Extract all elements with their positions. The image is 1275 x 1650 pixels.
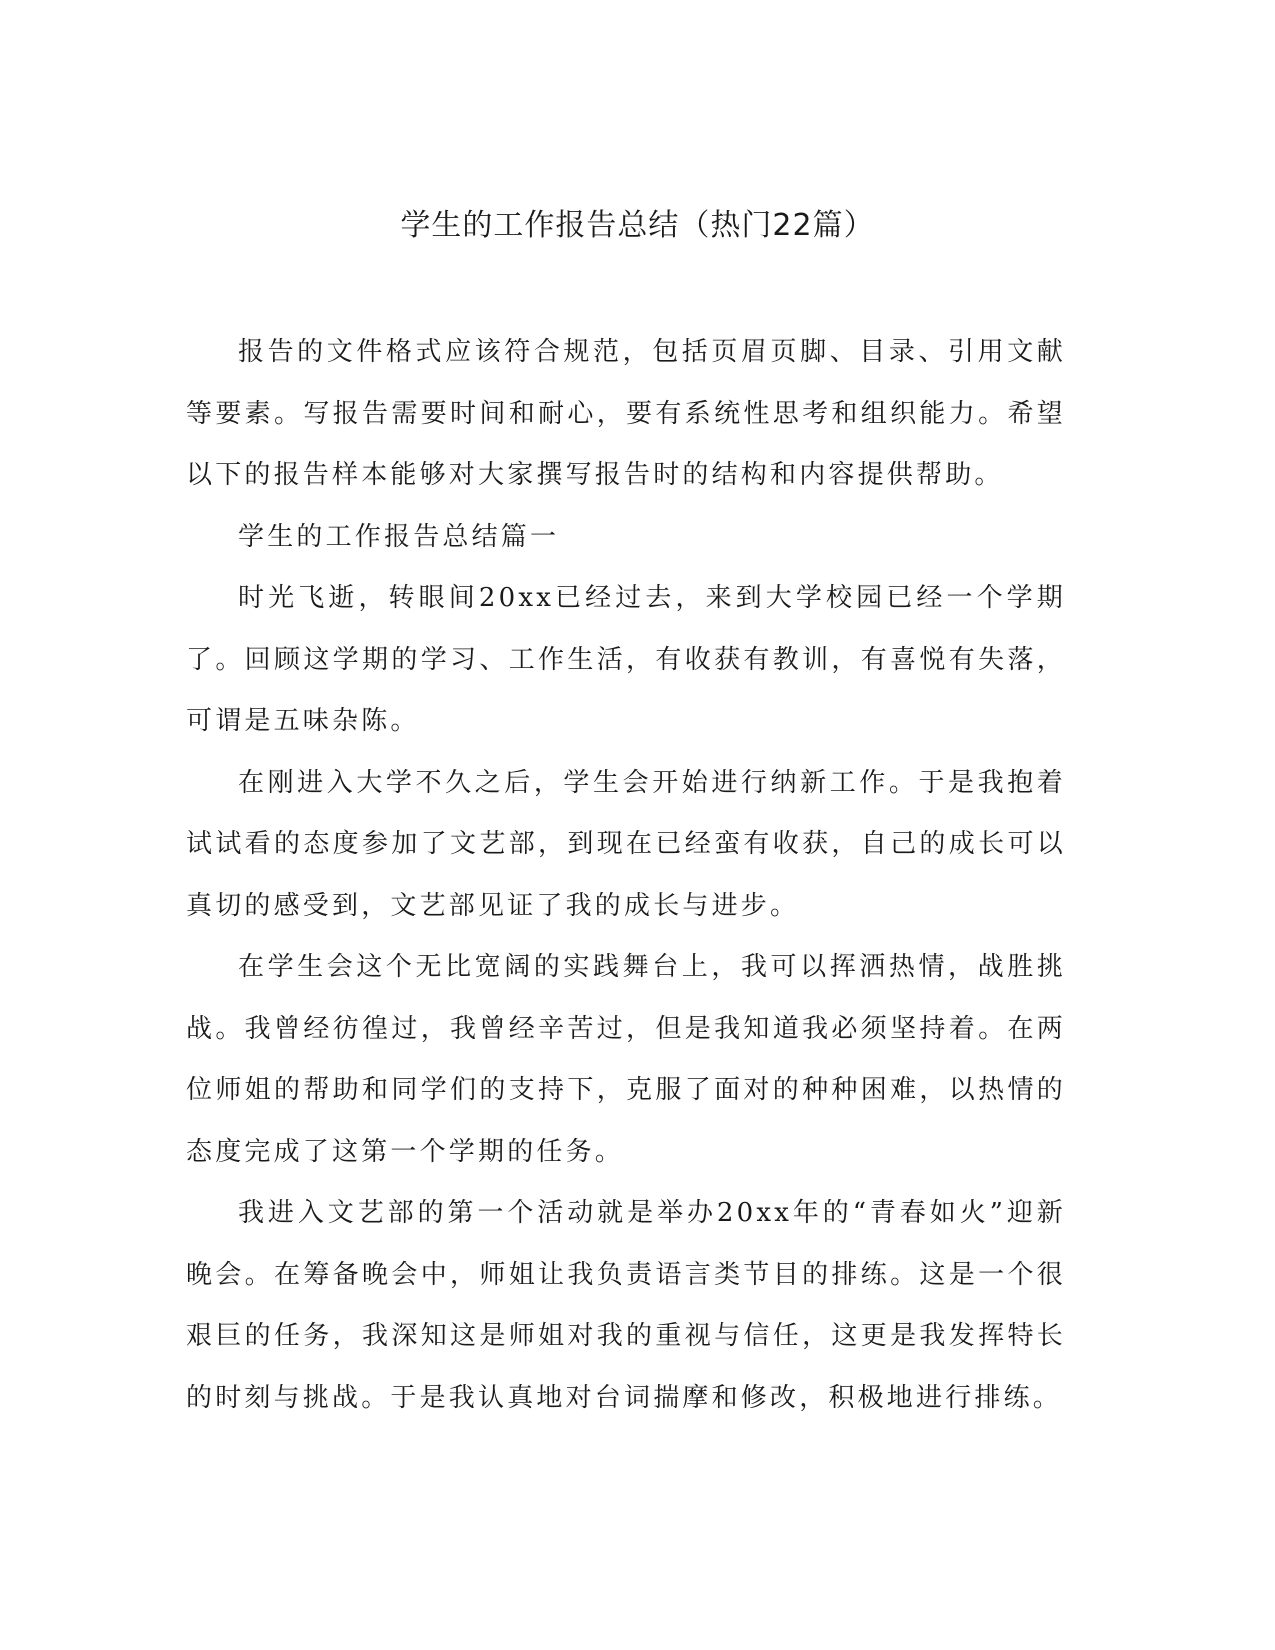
document-title: 学生的工作报告总结（热门22篇） bbox=[400, 208, 875, 243]
section-heading: 学生的工作报告总结篇一 bbox=[238, 521, 560, 552]
body-paragraph: 在刚进入大学不久之后，学生会开始进行纳新工作。于是我抱着试试看的态度参加了文艺部，到现在已经蛮有收获，自己的成长可以真切的感受到，文艺部见证了我的成长与进步。 bbox=[186, 767, 1066, 921]
intro-paragraph: 报告的文件格式应该符合规范，包括页眉页脚、目录、引用文献等要素。写报告需要时间和耐心，要有系统性思考和组织能力。希望以下的报告样本能够对大家撰写报告时的结构和内容提供帮助。 bbox=[186, 337, 1066, 490]
body-paragraph: 在学生会这个无比宽阔的实践舞台上，我可以挥洒热情，战胜挑战。我曾经彷徨过，我曾经辛苦过，但是我知道我必须坚持着。在两位师姐的帮助和同学们的支持下，克服了面对的种种困难，以热情的态度完成了这第一个学期的任务。 bbox=[186, 952, 1066, 1167]
document-body bbox=[186, 322, 1066, 1429]
body-paragraph: 时光飞逝，转眼间20xx已经过去，来到大学校园已经一个学期了。回顾这学期的学习、工作生活，有收获有教训，有喜悦有失落，可谓是五味杂陈。 bbox=[186, 583, 1066, 736]
body-paragraph: 我进入文艺部的第一个活动就是举办20xx年的“青春如火”迎新晚会。在筹备晚会中，师姐让我负责语言类节目的排练。这是一个很艰巨的任务，我深知这是师姐对我的重视与信任，这更是我发挥特长的时刻与挑战。于是我认真地对台词揣摩和修改，积极地进行排练。 bbox=[186, 1198, 1066, 1413]
